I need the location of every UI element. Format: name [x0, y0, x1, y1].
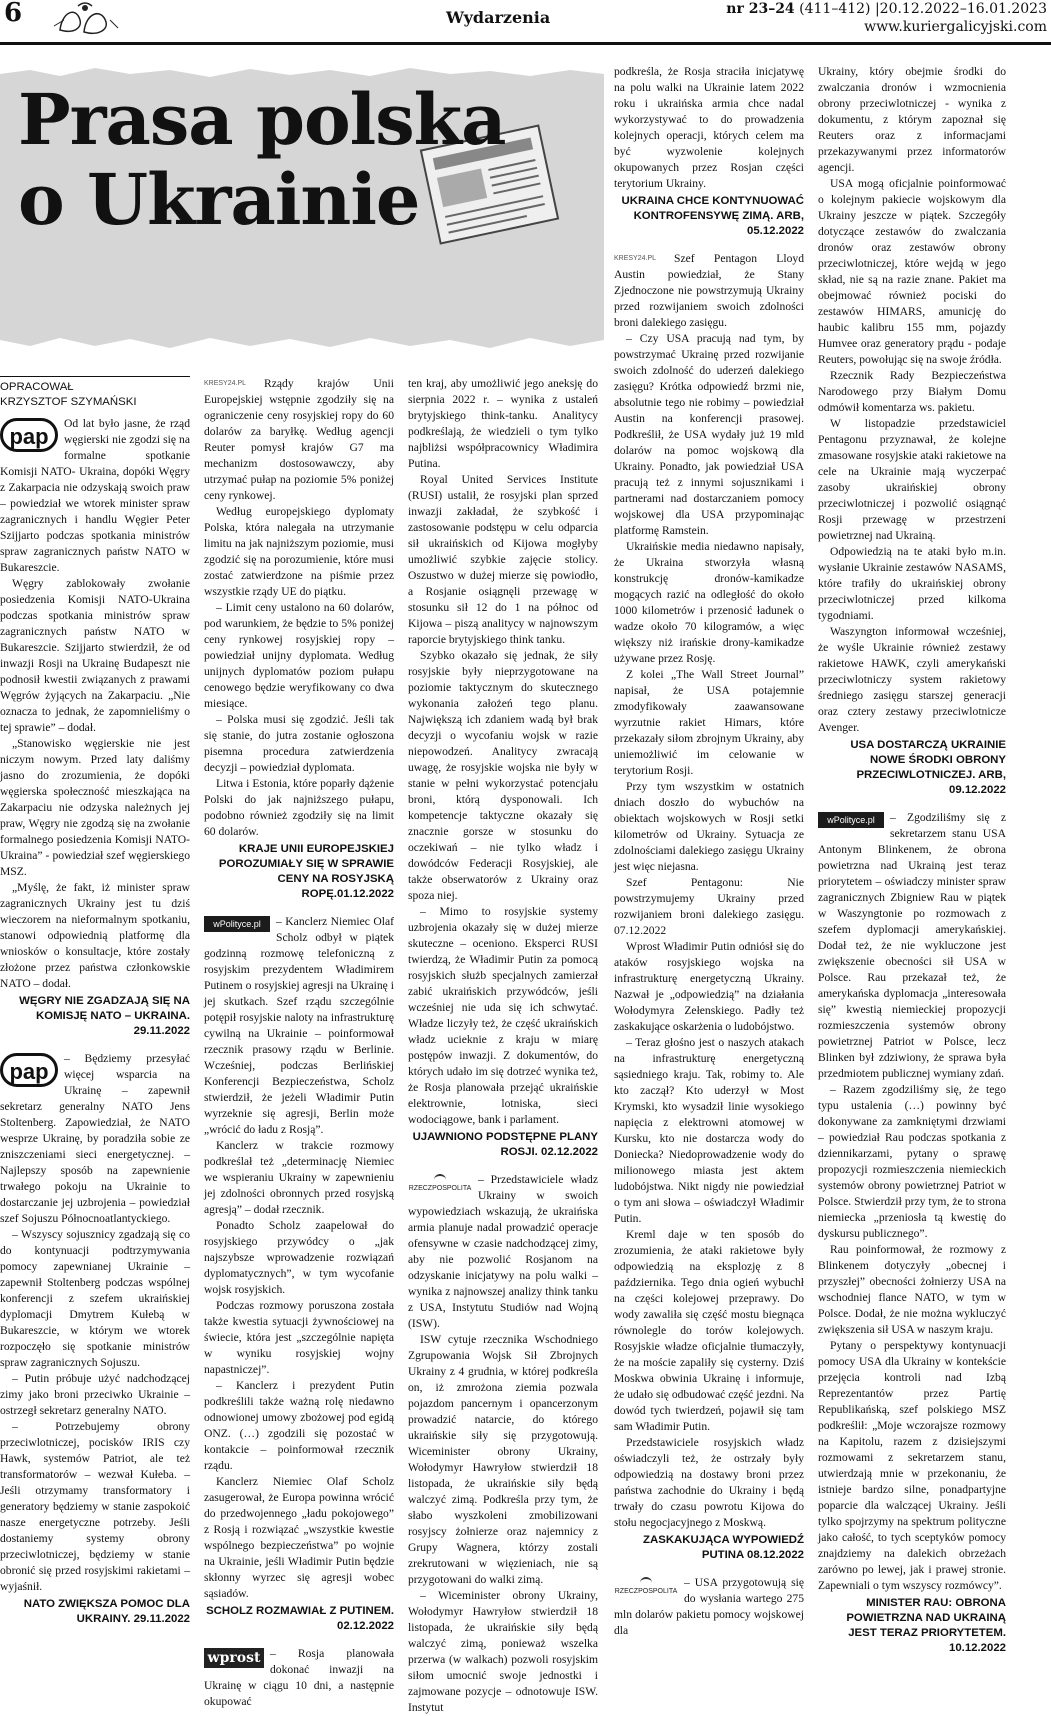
article-paragraph: Przy tym wszystkim w ostatnich dniach doszło do wybuchów na obiektach wojskowych w Rosji setki kilometrów od Ukrainy. Sytuacja ze zdolnościami dalekiego zasięgu Ukrainy jest więc niejasna. [614, 780, 804, 873]
article-paragraph: Odpowiedzią na te ataki było m.in. wysłanie Ukrainie zestawów NASAMS, które trafiły do ukraińskiej obrony przeciwlotniczej przed kilkoma tygodniami. [818, 545, 1006, 622]
article-headline: ZASKAKUJĄCA WYPOWIEDŹ PUTINA 08.12.2022 [643, 1534, 804, 1561]
article-paragraph: – Wiceminister obrony Ukrainy, Wołodymyr Hawryłow stwierdził 18 listopada, że ukraińskie siły będą walczyć zimą, ponieważ wszelka przerwa (w walkach) pozwoli rosyjskim siłom umocnić swoje jednostki i zajmowane pozycje – odnotowuje ISW. Instytut [408, 1589, 598, 1714]
article-headline: NATO ZWIĘKSZA POMOC DLA UKRAINY. 29.11.2022 [23, 1598, 190, 1625]
article-paragraph: Ponadto Scholz zaapelował do rosyjskiego przywódcy o „jak najszybsze wprowadzenie rozwiązań dyplomatycznych”, w tym wycofanie wojsk rosyjskich. [204, 1219, 394, 1296]
rzeczpospolita-logo: RZECZPOSPOLITA [408, 1174, 472, 1198]
article-paragraph: – Razem zgodziliśmy się, że tego typu ustalenia (…) powinny być dokonywane za zamkniętymi drzwiami – powiedział Rau podczas spotkania z dziennikarzami, pytany o sprawę propozycji rozmieszczenia niemieckich systemów obrony powietrznej Patriot w Polsce. Stwierdził przy tym, że to strona niemiecka „przeniosła tą kwestię do dyskursu publicznego”. [818, 1083, 1006, 1240]
article-paragraph: wprost – Rosja planowała dokonać inwazji na Ukrainę w ciągu 10 dni, a następnie okupować [204, 1647, 394, 1708]
page-title [18, 80, 506, 240]
article-paragraph: Pytany o perspektywy kontynuacji pomocy USA dla Ukrainy w kontekście przejęcia kontroli nad Izbą Reprezentantów przez Partię Republikańską, szef polskiego MSZ podkreślił: „Moje wczorajsze rozmowy na Kapitolu, razem z dzisiejszymi rozmowami z sekretarzem stanu, utwierdzają mnie w przekonaniu, że istnieje bardzo silne, ponadpartyjne poparcie dla walczącej Ukrainy. Jeśli tylko spojrzymy na spektrum polityczne jako całość, to tych sceptyków pomocy znajdziemy na dalekich obrzeżach zarówno po lewej, jak i prawej stronie. Zapewniali o tym wszyscy rozmówcy”. [818, 1339, 1006, 1592]
article-paragraph: Wprost Władimir Putin odniósł się do ataków rosyjskiego wojska na infrastrukturę energetyczną Ukrainy. Nazwał je „odpowiedzią” na działania Wołodymyra Zełenskiego. Padły też zaskakujące oskarżenia o ludobójstwo. [614, 940, 804, 1033]
article-paragraph: RZECZPOSPOLITA – Przedstawiciele władz Ukrainy w swoich wypowiedziach wskazują, że ukraińska armia planuje nadal prowadzić operacje ofensywne w czasie nadchodzącej zimy, aby nie pozwolić Rosjanom na odzyskanie inicjatywy na polu walki – wynika z najnowszej analizy think tanku z USA, Instytutu Studiów nad Wojną (ISW). [408, 1173, 598, 1330]
website-url: www.kuriergalicyjski.com [864, 19, 1047, 35]
title-banner [0, 62, 604, 352]
column-3 [408, 376, 598, 1716]
article-paragraph: Litwa i Estonia, które poparły dążenie Polski do jak najniższego pułapu, podobno również zgodziły się na limit 60 dolarów. [204, 777, 394, 838]
wpolityce-logo: wPolityce.pl [204, 916, 270, 932]
article-paragraph: „Stanowisko węgierskie nie jest niczym nowym. Przed laty daliśmy jasno do zrozumienia, że dopóki węgierska społeczność mieszkająca na Zakarpaciu nie odzyska należnych jej praw, Węgry nie zgodzą się na zwołanie formalnego posiedzenia Komisji NATO-Ukraina” - powiedział szef węgierskiego MSZ. [0, 737, 190, 878]
title-line-2: o Ukrainie [18, 158, 420, 241]
article-headline: UKRAINA CHCE KONTYNUOWAĆ KONTROFENSYWĘ ZIMĄ. ARB, 05.12.2022 [621, 195, 804, 237]
kresy24-logo: KRESY24.PL [614, 255, 657, 263]
article-paragraph: Kreml daje w ten sposób do zrozumienia, że ataki rakietowe były odpowiedzią na eksplozję z 8 października. Tego dnia ogień wybuchł na części kolejowej przeprawy. Do wody zawaliła się część mostu biegnąca równolegle do torów kolejowych. Rosyjskie władze oficjalnie tłumaczyły, że na moście zapaliły się cysterny. Dziś Moskwa obwinia Ukrainę i informuje, że udało się odbudować część jezdni. Na dowód tych twierdzeń, pojawił się tam sam Władimir Putin. [614, 1228, 804, 1433]
article-paragraph: Rau poinformował, że rozmowy z Blinkenem dotyczyły „obecnej i przyszłej” obecności żołnierzy USA na wschodniej flance NATO, w tym w Polsce. Dodał, że nie można wykluczyć zwiększenia sił USA w naszym kraju. [818, 1243, 1006, 1336]
article-paragraph: wPolityce.pl – Zgodziliśmy się z sekretarzem stanu USA Antonym Blinkenem, że obrona powietrzna nad Ukrainą jest teraz priorytetem – oświadczy minister spraw zagranicznych Zbigniew Rau w piątek w Waszyngtonie po rozmowach z szefem dyplomacji amerykańskiej. Dodał też, że nie wykluczone jest zwiększenie obecności sił USA w Polsce. Rau przekazał też, że amerykańska dyplomacja „interesowała się” kwestią niemieckiej propozycji rozmieszczenia systemów obrony powietrznej Patriot w Polsce, lecz Blinken był zdziwiony, że sprawa była przedmiotem publicznej wymiany zdań. [818, 811, 1006, 1080]
article-paragraph: USA mogą oficjalnie poinformować o kolejnym pakiecie wojskowym dla Ukrainy jeszcze w piątek. Szczegóły dotyczące zestawów do zwalczania dronów oraz zestawów obrony przeciwlotniczej, które wejdą w jego skład, nie są na razie znane. Pakiet ma obejmować również pociski do zestawów HIMARS, amunicję do haubic kalibru 155 mm, pojazdy Humvee oraz generatory prądu - podaje Reuters, powołując się na swoje źródła. [818, 177, 1006, 366]
article-paragraph: Rzecznik Rady Bezpieczeństwa Narodowego przy Białym Domu odmówił komentarza ws. pakietu. [818, 369, 1006, 414]
article-paragraph: Według europejskiego dyplomaty Polska, która nalegała na utrzymanie limitu na jak najniższym poziomie, musi zgodzić się na porozumienie, które musi zostać zatwierdzone na piśmie przez wszystkie rządy UE do piątku. [204, 505, 394, 598]
article-headline: SCHOLZ ROZMAWIAŁ Z PUTINEM. 02.12.2022 [206, 1605, 394, 1632]
article-paragraph: KRESY24.PL Szef Pentagon Lloyd Austin powiedział, że Stany Zjednoczone nie powstrzymują Ukrainy przed rozwijaniem swoich zdolności broni dalekiego zasięgu. [614, 252, 804, 329]
page-header [0, 0, 1051, 46]
article-paragraph: Podczas rozmowy poruszona została także kwestia sytuacji żywnościowej na świecie, która jest „szczególnie napięta w wyniku rosyjskiej wojny napastniczej”. [204, 1299, 394, 1376]
article-paragraph: Ukraińskie media niedawno napisały, że Ukraina stworzyła własną konstrukcję dronów-kamikadze mogących razić na odległość do około 1000 kilometrów i przenosić ładunek o wadze około 70 kilogramów, a więc większy niż irańskie drony-kamikadze używane przez Rosję. [614, 540, 804, 665]
article-paragraph: „Myślę, że fakt, iż minister spraw zagranicznych Ukrainy jest tu dziś wieczorem na nieformalnym spotkaniu, stanowi odpowiednią platformę dla wniosków o konsultacje, które zostały złożone przez państwa członkowskie NATO – dodał. [0, 881, 190, 990]
article-paragraph: pap – Będziemy przesyłać więcej wsparcia na Ukrainę – zapewnił sekretarz generalny NATO Jens Stoltenberg. Zapowiedział, że NATO wesprze Ukrainę, by poradziła sobie ze zniszczeniami sieci energetycznej. – Najlepszy sposób na zapewnienie trwałego pokoju na Ukrainie to dostarczanie jej uzbrojenia – powiedział szef Sojuszu Północnoatlantyckiego. [0, 1052, 190, 1225]
rzeczpospolita-logo: RZECZPOSPOLITA [614, 1577, 678, 1601]
issue-number: nr 23–24 [726, 1, 795, 17]
article-paragraph: KRESY24.PL Rządy krajów Unii Europejskiej wstępnie zgodziły się na ograniczenie ceny rosyjskiej ropy do 60 dolarów za baryłkę. Według agencji Reuter pomysł krajów G7 ma mechanizm dostosowawczy, aby utrzymać pułap na poziomie 5% poniżej ceny rynkowej. [204, 377, 394, 502]
article-paragraph: Z kolei „The Wall Street Journal” napisał, że USA potajemnie zmodyfikowały zaawansowane wyrzutnie rakiet Himars, które przekazały siłom zbrojnym Ukrainy, aby uniemożliwić im celowanie w terytorium Rosji. [614, 668, 804, 777]
article-paragraph: Kanclerz Niemiec Olaf Scholz zasugerował, że Europa powinna wrócić do przedwojennego „ładu pokojowego” z Rosją i rozwiązać „wszystkie kwestie wspólnego bezpieczeństwa” po wojnie na Ukrainie, jeśli Władimir Putin będzie skłonny wyrzec się agresji wobec sąsiadów. [204, 1475, 394, 1600]
article-paragraph: pap Od lat było jasne, że rząd węgierski nie zgodzi się na formalne spotkanie Komisji NATO- Ukraina, dopóki Węgry z Zakarpacia nie odzyskają swoich praw – powiedział we wtorek minister spraw zagranicznych i handlu Węgier Peter Szijjarto podczas spotkania ministrów spraw zagranicznych państw NATO w Bukareszcie. [0, 417, 190, 574]
section-name: Wydarzenia [446, 8, 551, 27]
author-name: KRZYSZTOF SZYMAŃSKI [0, 396, 137, 408]
article-paragraph: Szybko okazało się jednak, że siły rosyjskie były nieprzygotowane na poziomie taktycznym do skutecznego wykonania założeń tego planu. Największą ich zdaniem wadą był brak decyzji o wycofaniu wojsk w razie niepowodzeń. Analitycy zwracają uwagę, że rosyjskie wojska nie były w stanie w pełni wykorzystać potencjału broni, którą dysponowali. Ich kompetencje taktyczne okazały się znacznie gorsze w stosunku do oczekiwań – nie tylko władz i dowódców Federacji Rosyjskiej, ale także obserwatorów z Ukrainy oraz spoza niej. [408, 649, 598, 902]
column-2 [204, 376, 394, 1710]
page-number: 6 [4, 0, 23, 28]
article-paragraph: – Limit ceny ustalono na 60 dolarów, pod warunkiem, że będzie to 5% poniżej ceny rynkowej rosyjskiej ropy – powiedział unijny dyplomata. Według unijnych dyplomatów poziom pułapu cenowego będzie weryfikowany co dwa miesiące. [204, 601, 394, 710]
article-paragraph: wPolityce.pl – Kanclerz Niemiec Olaf Scholz odbył w piątek godzinną rozmowę telefoniczną z rosyjskim prezydentem Władimirem Putinem o rosyjskiej agresji na Ukrainę i jej skutkach. Szef rządu szczególnie potępił rosyjskie naloty na infrastrukturę cywilną na Ukrainie – poinformował rzecznik prasowy rządu w Berlinie. Wcześniej, podczas Berlińskiej Konferencji Bezpieczeństwa, Scholz stwierdził, że jeżeli Władimir Putin wyrzeknie się agresji, Berlin może „wrócić do ładu z Rosją”. [204, 915, 394, 1136]
article-paragraph: ten kraj, aby umożliwić jego aneksję do sierpnia 2022 r. – wynika z ustaleń brytyjskiego think-tanku. Analitycy podkreślają, że wiedzieli o tym tylko najbliżsi współpracownicy Władimira Putina. [408, 377, 598, 470]
author-label: OPRACOWAŁ [0, 381, 74, 393]
bells-ornament-icon [50, 0, 120, 40]
article-paragraph: Szef Pentagonu: Nie powstrzymujemy Ukrainy przed rozwijaniem broni dalekiego zasięgu. 07.12.2022 [614, 876, 804, 937]
article-paragraph: Ukrainy, który obejmie środki do zwalczania dronów i wzmocnienia obrony przeciwlotniczej - wynika z dokumentu, z którym zapoznał się Reuters oraz z informacjami przekazywanymi przez informatorów agencji. [818, 65, 1006, 174]
article-paragraph: podkreśla, że Rosja straciła inicjatywę na polu walki na Ukrainie latem 2022 roku i ukraińska armia chce nadal wykorzystywać to do prowadzenia kolejnych operacji, których celem ma być wyzwolenie kolejnych okupowanych przez Rosjan części terytorium Ukrainy. [614, 65, 804, 190]
kresy24-logo: KRESY24.PL [204, 380, 247, 388]
pap-logo: pap [0, 1053, 58, 1087]
article-headline: KRAJE UNII EUROPEJSKIEJ POROZUMIAŁY SIĘ W SPRAWIE CENY NA ROSYJSKĄ ROPĘ.01.12.2022 [218, 843, 394, 900]
column-5 [818, 64, 1006, 1668]
title-line-1: Prasa polska [18, 78, 506, 161]
article-paragraph: Waszyngton informował wcześniej, że wyśle Ukrainie również zestawy rakietowe HAWK, czyli amerykański przeciwlotniczy system rakietowy średniego zasięgu starszej generacji oraz cztery zestawy przeciwlotnicze Avenger. [818, 625, 1006, 734]
article-headline: MINISTER RAU: OBRONA POWIETRZNA NAD UKRAINĄ JEST TERAZ PRIORYTETEM. 10.12.2022 [846, 1597, 1006, 1654]
article-paragraph: – Polska musi się zgodzić. Jeśli tak się stanie, do jutra zostanie ogłoszona pisemna procedura zatwierdzenia decyzji – powiedział dyplomata. [204, 713, 394, 774]
article-paragraph: Węgry zablokowały zwołanie posiedzenia Komisji NATO-Ukraina podczas spotkania ministrów spraw zagranicznych państw NATO w Bukareszcie. Szijjarto stwierdził, że od inwazji Rosji na Ukrainę Budapeszt nie podnosił kwestii związanych z prawami Węgrów żyjących na Zakarpaciu. „Nie oznacza to jednak, że zapomnieliśmy o tej sprawie” – dodał. [0, 577, 190, 734]
article-paragraph: Przedstawiciele rosyjskich władz oświadczyli też, że ostrzały były odpowiedzią na dostawy broni przez państwa zachodnie do Ukrainy i będą trwały do czasu powrotu Kijowa do stołu negocjacyjnego z Moskwą. [614, 1436, 804, 1529]
article-paragraph: – Wszyscy sojusznicy zgadzają się co do kontynuacji podtrzymywania pomocy zapewnianej Ukrainie – zapewnił Stoltenberg podczas wspólnej konferencji z szefem ukraińskiej dyplomacji Dmytrem Kułebą w Bukareszcie, w którym we wtorek rozpoczęło się spotkanie ministrów spraw zagranicznych Sojuszu. [0, 1228, 190, 1369]
article-headline: WĘGRY NIE ZGADZAJĄ SIĘ NA KOMISJĘ NATO – UKRAINA. 29.11.2022 [19, 995, 190, 1037]
article-headline: USA DOSTARCZĄ UKRAINIE NOWE ŚRODKI OBRONY PRZECIWLOTNICZEJ. ARB, 09.12.2022 [850, 739, 1006, 796]
article-headline: UJAWNIONO PODSTĘPNE PLANY ROSJI. 02.12.2022 [412, 1131, 598, 1158]
article-paragraph: RZECZPOSPOLITA – USA przygotowują się do wysłania wartego 275 mln dolarów pakietu pomocy wojskowej dla [614, 1576, 804, 1637]
article-paragraph: – Putin próbuje użyć nadchodzącej zimy jako broni przeciwko Ukrainie – ostrzegł sekretarz generalny NATO. [0, 1372, 190, 1417]
column-1 [0, 376, 190, 1639]
article-paragraph: – Potrzebujemy obrony przeciwlotniczej, pocisków IRIS czy Hawk, systemów Patriot, ale też transformatorów – wezwał Kułeba. – Jeśli otrzymamy transformatory i generatory będziemy w stanie zaspokoić nasze energetyczne potrzeby. Jeśli dostaniemy systemy obrony przeciwlotniczej, będziemy w stanie obronić się przed rosyjskimi rakietami – wyjaśnił. [0, 1420, 190, 1593]
header-rule [0, 42, 1051, 45]
article-paragraph: – Czy USA pracują nad tym, by powstrzymać Ukrainę przed rozwijanie swoich zdolność do uderzeń dalekiego zasięgu? Krótka odpowiedź brzmi nie, absolutnie tego nie robimy – powiedział Austin na konferencji prasowej. Podkreślił, że USA wydały już 19 mld dolarów na pomoc wojskową dla Ukrainy. Ponadto, jak powiedział USA pracują też z innymi sojusznikami i partnerami nad dostarczaniem pomocy wojskowej dla USA przypominając platformę Ramstein. [614, 332, 804, 537]
column-4 [614, 64, 804, 1639]
article-paragraph: W listopadzie przedstawiciel Pentagonu przyznawał, że kolejne zmasowane rosyjskie ataki rakietowe na cele na Ukrainie mają wyczerpać zasoby ukraińskiej obrony przeciwlotniczej i pozwolić osiągnąć Rosji przewagę w przestrzeni powietrznej nad Ukrainą. [818, 417, 1006, 542]
wprost-logo: wprost [204, 1648, 264, 1668]
pap-logo: pap [0, 418, 58, 452]
article-paragraph: – Teraz głośno jest o naszych atakach na infrastrukturę energetyczną sąsiedniego kraju. Tak, robimy to. Ale kto zaczął? Kto uderzył w Most Krymski, kto wysadził linie wysokiego napięcia z elektrowni atomowej w Kursku, kto nie dostarcza wody do Doniecka? Niedoprowadzenie wody do milionowego miasta jest aktem ludobójstwa. Nikt nigdy nie powiedział o tym ani słowa – oświadczył Władimir Putin. [614, 1036, 804, 1225]
article-paragraph: Royal United Services Institute (RUSI) ustalił, że rosyjski plan sprzed inwazji zakładał, że szybkość i zastosowanie podstępu w celu odparcia sił ukraińskich od Kijowa mogłyby umożliwić szybkie zajęcie stolicy. Oszustwo w dużej mierze się powiodło, a Rosjanie osiągnęli przewagę w stosunku sił 12 do 1 na północ od Kijowa – piszą analitycy w najnowszym raporcie brytyjskiego think tanku. [408, 473, 598, 646]
article-paragraph: ISW cytuje rzecznika Wschodniego Zgrupowania Wojsk Sił Zbrojnych Ukrainy z 4 grudnia, w której podkreśla on, iż zmrożona ziemia pozwala pojazdom pancernym i opancerzonym prowadzić natarcie, do którego ukraińskie siły się przygotowują. Wiceminister obrony Ukrainy, Wołodymyr Hawryłow stwierdził 18 listopada, że ukraińskie siły będą walczyć zimą. Podkreśla przy tym, że słabo wyszkoleni zmobilizowani rosyjscy żołnierze oraz najemnicy z Grupy Wagnera, którzy zostali zrekrutowani w więzieniach, nie są przygotowani do walki zimą. [408, 1333, 598, 1586]
issue-dates: (411–412) |20.12.2022–16.01.2023 [794, 1, 1047, 17]
wpolityce-logo: wPolityce.pl [818, 812, 884, 828]
issue-info [726, 0, 1047, 36]
article-paragraph: Kanclerz w trakcie rozmowy podkreślał też „determinację Niemiec we wspieraniu Ukrainy w zapewnieniu jej zdolności obronnych przed rosyjską agresją” – dodał rzecznik. [204, 1139, 394, 1216]
article-paragraph: – Kanclerz i prezydent Putin podkreślili także ważną rolę niedawno odnowionej umowy zbożowej pod egidą ONZ. (…) zgodzili się pozostać w kontakcie – poinformował rzecznik rządu. [204, 1379, 394, 1472]
author-credit [0, 376, 190, 410]
article-paragraph: – Mimo to rosyjskie systemy uzbrojenia okazały się w dużej mierze skuteczne – oceniono. Eksperci RUSI twierdzą, że Władimir Putin za pomocą rosyjskich służb specjalnych zamierzał zabić ukraińskich przywódców, jeśli wcześniej nie uda się ich schwytać. Władze liczyły też, że część ukraińskich władz ucieknie z kraju w miarę postępów inwazji. Z dokumentów, do których udało im się dotrzeć wynika też, że Rosja planowała przejąć ukraińskie elektrownie, lotniska, sieci wodociągowe, bank i parlament. [408, 905, 598, 1126]
